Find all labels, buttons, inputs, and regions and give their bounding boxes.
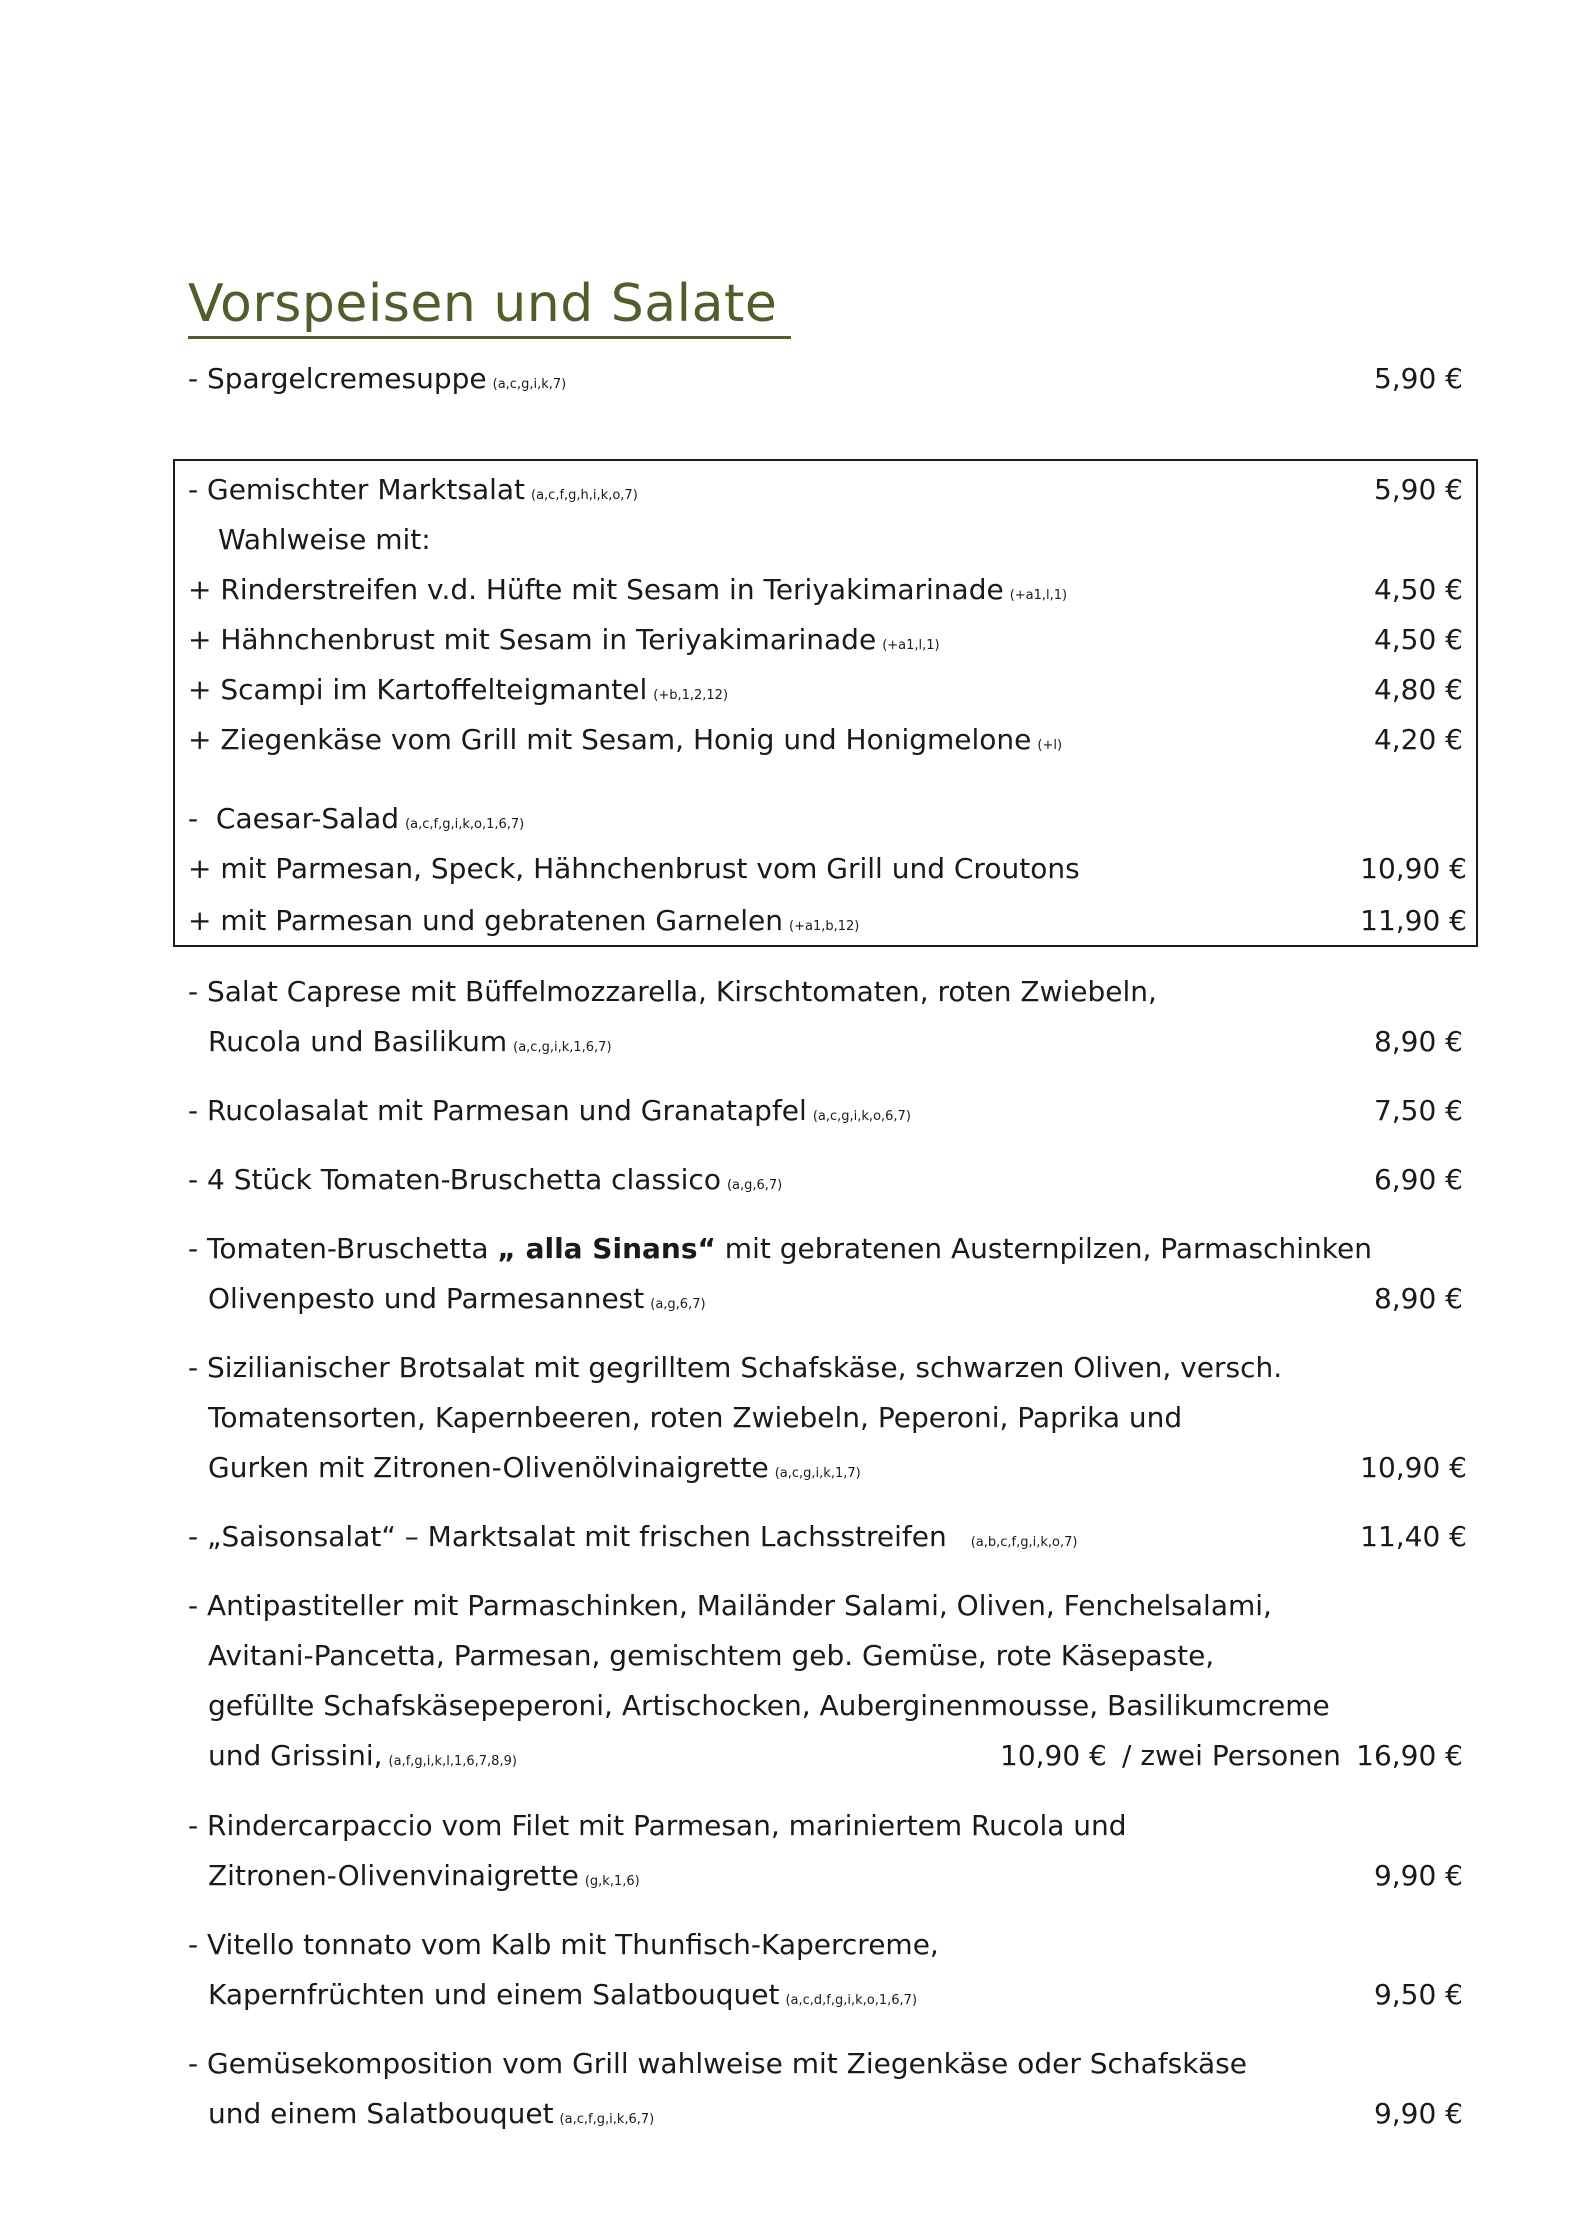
allergen-codes: (+l) — [1037, 738, 1063, 753]
item-price: 9,90 € — [1373, 2097, 1463, 2130]
item-name: + Hähnchenbrust mit Sesam in Teriyakimarinade — [188, 623, 877, 656]
item-name: gefüllte Schafskäsepeperoni, Artischocken, Auberginenmousse, Basilikumcreme — [208, 1689, 1330, 1722]
allergen-codes: (a,c,g,i,k,7) — [492, 377, 567, 392]
item-name: Tomatensorten, Kapernbeeren, roten Zwiebeln, Peperoni, Paprika und — [208, 1401, 1183, 1434]
item-name: - Gemischter Marktsalat — [188, 473, 526, 506]
allergen-codes: (+a1,l,1) — [882, 638, 940, 653]
item-name: Zitronen-Olivenvinaigrette — [208, 1859, 579, 1892]
item-price: 4,50 € — [1373, 573, 1463, 606]
item-price: 4,20 € — [1373, 723, 1463, 756]
menu-item-vitello-line2 — [188, 1975, 1463, 2015]
topping-ziegenkaese — [188, 720, 1463, 760]
item-price-single: 10,90 € — [1000, 1739, 1107, 1772]
menu-item-brotsalat-line1 — [188, 1348, 1463, 1388]
menu-item-antipasti-line1 — [188, 1586, 1463, 1626]
allergen-codes: (a,c,d,f,g,i,k,o,1,6,7) — [785, 1993, 918, 2008]
item-price: 8,90 € — [1373, 1025, 1463, 1058]
item-name: + mit Parmesan und gebratenen Garnelen — [188, 904, 784, 937]
item-name-pre: - Tomaten-Bruschetta — [188, 1232, 498, 1265]
menu-item-carpaccio-line1 — [188, 1806, 1463, 1846]
menu-item-caprese-line1 — [188, 972, 1463, 1012]
item-price: 4,80 € — [1373, 673, 1463, 706]
item-name: - Salat Caprese mit Büffelmozzarella, Kirschtomaten, roten Zwiebeln, — [188, 975, 1157, 1008]
item-name: Kapernfrüchten und einem Salatbouquet — [208, 1978, 780, 2011]
item-price: 5,90 € — [1373, 473, 1463, 506]
item-name: - Sizilianischer Brotsalat mit gegrilltem Schafskäse, schwarzen Oliven, versch. — [188, 1351, 1283, 1384]
menu-item-brotsalat-line3 — [188, 1448, 1467, 1488]
menu-item-gemuese-line2 — [188, 2094, 1463, 2134]
topping-rinderstreifen — [188, 570, 1463, 610]
menu-item-gemuese-line1 — [188, 2044, 1463, 2084]
item-name: - Rucolasalat mit Parmesan und Granatapfel — [188, 1094, 807, 1127]
item-price: 5,90 € — [1373, 362, 1463, 395]
item-name-post: mit gebratenen Austernpilzen, Parmaschinken — [715, 1232, 1372, 1265]
allergen-codes: (g,k,1,6) — [584, 1874, 640, 1889]
allergen-codes: (a,c,g,i,k,1,6,7) — [513, 1040, 612, 1055]
menu-item-caesar — [188, 799, 1463, 839]
page-title: Vorspeisen und Salate — [188, 272, 791, 339]
item-name: + mit Parmesan, Speck, Hähnchenbrust vom Grill und Croutons — [188, 852, 1080, 885]
item-name: - Antipastiteller mit Parmaschinken, Mailänder Salami, Oliven, Fenchelsalami, — [188, 1589, 1272, 1622]
item-price: 11,90 € — [1360, 904, 1467, 937]
menu-item-caprese-line2 — [188, 1022, 1463, 1062]
menu-item-rucola — [188, 1091, 1463, 1131]
menu-item-antipasti-line4 — [188, 1736, 1463, 1776]
allergen-codes: (a,c,f,g,i,k,o,1,6,7) — [405, 817, 525, 832]
item-name: - 4 Stück Tomaten-Bruschetta classico — [188, 1163, 721, 1196]
item-price: 16,90 € — [1356, 1739, 1463, 1772]
allergen-codes: (a,c,f,g,h,i,k,o,7) — [531, 488, 638, 503]
item-name: - Spargelcremesuppe — [188, 362, 487, 395]
menu-item-bruschetta — [188, 1160, 1463, 1200]
allergen-codes: (a,c,g,i,k,o,6,7) — [812, 1109, 911, 1124]
topping-haehnchenbrust — [188, 620, 1463, 660]
allergen-codes: (a,g,6,7) — [726, 1178, 783, 1193]
menu-item-brotsalat-line2 — [188, 1398, 1463, 1438]
two-persons-label: / zwei Personen — [1122, 1739, 1341, 1772]
item-name: + Rinderstreifen v.d. Hüfte mit Sesam in Teriyakimarinade — [188, 573, 1004, 606]
wahlweise-text: Wahlweise mit: — [218, 523, 431, 556]
allergen-codes: (a,g,6,7) — [650, 1297, 706, 1312]
allergen-codes: (a,c,f,g,i,k,6,7) — [559, 2112, 655, 2127]
menu-item-vitello-line1 — [188, 1925, 1463, 1965]
menu-item-antipasti-line2 — [188, 1636, 1463, 1676]
item-price: 11,40 € — [1360, 1520, 1467, 1553]
menu-item-sinans-line1 — [188, 1229, 1463, 1269]
item-price: 9,50 € — [1373, 1978, 1463, 2011]
menu-item-sinans-line2 — [188, 1279, 1463, 1319]
wahlweise-label — [188, 520, 1463, 560]
item-name: Olivenpesto und Parmesannest — [208, 1282, 645, 1315]
allergen-codes: (a,f,g,i,k,l,1,6,7,8,9) — [388, 1754, 517, 1769]
allergen-codes: (a,b,c,f,g,i,k,o,7) — [970, 1535, 1078, 1550]
caesar-option-garnelen — [188, 901, 1467, 941]
item-name: + Scampi im Kartoffelteigmantel — [188, 673, 648, 706]
menu-item-saison — [188, 1517, 1467, 1557]
item-price: 10,90 € — [1360, 852, 1467, 885]
menu-item-suppe — [188, 359, 1463, 399]
item-price: 6,90 € — [1373, 1163, 1463, 1196]
allergen-codes: (+a1,l,1) — [1009, 588, 1068, 603]
item-name: und einem Salatbouquet — [208, 2097, 554, 2130]
item-name: + Ziegenkäse vom Grill mit Sesam, Honig und Honigmelone — [188, 723, 1032, 756]
allergen-codes: (+a1,b,12) — [789, 919, 860, 934]
item-name: - Caesar-Salad — [188, 802, 400, 835]
item-name: Rucola und Basilikum — [208, 1025, 508, 1058]
allergen-codes: (+b,1,2,12) — [653, 688, 729, 703]
item-price: 8,90 € — [1373, 1282, 1463, 1315]
menu-item-antipasti-line3 — [188, 1686, 1463, 1726]
item-name: - „Saisonsalat“ – Marktsalat mit frischen Lachsstreifen — [188, 1520, 947, 1553]
item-name: - Vitello tonnato vom Kalb mit Thunfisch-Kapercreme, — [188, 1928, 939, 1961]
item-name: - Gemüsekomposition vom Grill wahlweise mit Ziegenkäse oder Schafskäse — [188, 2047, 1247, 2080]
allergen-codes: (a,c,g,i,k,1,7) — [774, 1466, 861, 1481]
topping-scampi — [188, 670, 1463, 710]
item-name: Avitani-Pancetta, Parmesan, gemischtem geb. Gemüse, rote Käsepaste, — [208, 1639, 1215, 1672]
item-price: 7,50 € — [1373, 1094, 1463, 1127]
item-name-bold: „ alla Sinans“ — [497, 1232, 716, 1265]
menu-item-carpaccio-line2 — [188, 1856, 1463, 1896]
menu-item-marktsalat — [188, 470, 1463, 510]
item-price: 10,90 € — [1360, 1451, 1467, 1484]
item-price: 4,50 € — [1373, 623, 1463, 656]
item-name: Gurken mit Zitronen-Olivenölvinaigrette — [208, 1451, 769, 1484]
item-name: und Grissini, — [208, 1739, 383, 1772]
item-name: - Rindercarpaccio vom Filet mit Parmesan, mariniertem Rucola und — [188, 1809, 1127, 1842]
item-price: 9,90 € — [1373, 1859, 1463, 1892]
caesar-option-haehnchen — [188, 849, 1467, 889]
